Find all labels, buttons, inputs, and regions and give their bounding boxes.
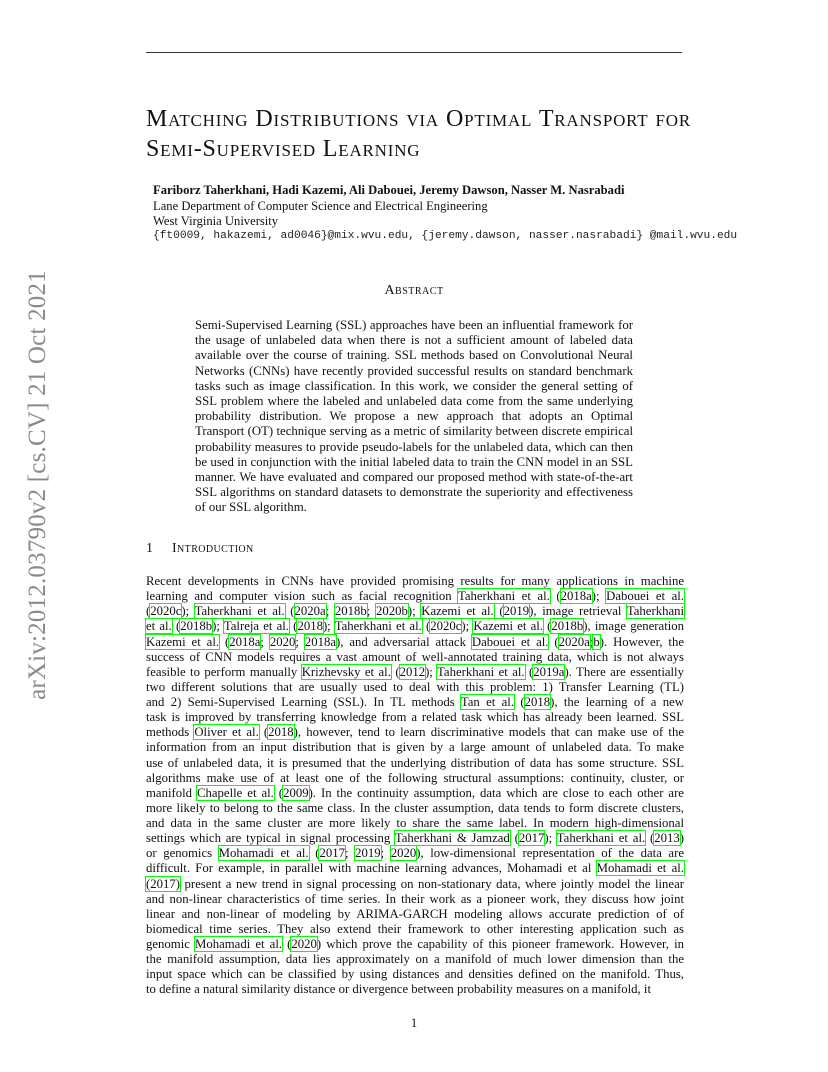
text-run: ( [273, 785, 284, 800]
text-run: ( [509, 831, 519, 846]
text-run: ). However, the [599, 634, 684, 649]
citation-link[interactable]: 2018a [304, 634, 337, 649]
citation-link[interactable]: Kazemi et al. [421, 604, 494, 619]
text-run: linear and non-linear of modeling by ARIMA-GARCH modeling allows accurate prediction of of [146, 906, 684, 921]
text-run: ); [425, 664, 438, 679]
text-run: ), however, tend to learn discriminative models that can make use of the [293, 725, 684, 740]
author-emails: {ft0009, hakazemi, ad0046}@mix.wvu.edu, {jeremy.dawson, nasser.nasrabadi} @mail.wvu.edu [153, 230, 738, 242]
citation-link[interactable]: et al. [146, 619, 172, 634]
text-run: ( [258, 725, 269, 740]
citation-link[interactable]: Mohamadi et al. [195, 937, 283, 951]
text-run: ). In the continuity assumption, data which are close to each other are [308, 785, 684, 800]
citation-link[interactable]: Mohamadi et al. [596, 861, 684, 876]
text-line [146, 589, 684, 604]
text-run: ); [591, 589, 607, 604]
text-line [146, 635, 684, 650]
text-run: and 2) Semi-Supervised Learning (SSL). In TL methods [146, 695, 461, 709]
citation-link[interactable]: 2017 [518, 831, 545, 846]
text-run: ; [366, 604, 376, 619]
citation-link[interactable]: 2020a [294, 604, 326, 619]
text-run: ; [589, 634, 594, 649]
citation-link[interactable]: Taherkhani et al. [194, 604, 285, 619]
text-run: ), image generation [583, 619, 685, 634]
citation-link[interactable]: 2020 [390, 846, 417, 861]
text-run: ( [645, 831, 655, 846]
citation-link[interactable]: 2009 [283, 785, 309, 800]
arxiv-sidebar-stamp [18, 270, 58, 700]
text-line [146, 967, 684, 982]
citation-link[interactable]: 2019 [355, 846, 381, 861]
text-run: present a new trend in signal processing on non-stationary data, where jointly model the linear [180, 876, 684, 891]
citation-link[interactable]: Taherkhani et al. [556, 831, 646, 846]
page-number: 1 [410, 1016, 418, 1030]
citation-link[interactable]: 2018 [297, 619, 323, 634]
abstract-text: Semi-Supervised Learning (SSL) approaches have been an influential framework for the usage of unlabeled data when there is not a sufficient amount of labeled data available over the course of training. SSL methods based on Convolutional Neural Networks (CNNs) have recently provided successful results on standard benchmark tasks such as image classification. In this work, we consider the general setting of SSL problem where the labeled and unlabeled data come from the same underlying probability distribution. We propose a new approach that adopts an Optimal Transport (OT) technique serving as a metric of similarity between discrete empirical probability measures to provide pseudo-labels for the unlabeled data, which can then be used in conjunction with the initial labeled data to train the CNN model in an SSL manner. We have evaluated and compared our proposed method with state-of-the-art SSL algorithms on standard datasets to demonstrate the superiority and effectiveness of our SSL algorithm. [195, 318, 633, 515]
text-line [146, 982, 684, 997]
text-run: ), the learning of a new [550, 695, 684, 709]
text-run: ( [524, 664, 534, 679]
text-run: task is improved by transferring knowledge from a related task which has already been learned. SSL [146, 710, 684, 725]
citation-link[interactable]: Taherkhani et al. [457, 589, 550, 604]
text-run: and non-linear characteristics of time series. In their work as a pioneer work, they discuss how joint [146, 891, 684, 906]
text-line [146, 695, 684, 710]
citation-link[interactable]: Oliver et al. [194, 725, 259, 740]
introduction-body [146, 574, 684, 998]
text-line [146, 650, 684, 665]
citation-link[interactable]: Chapelle et al. [197, 785, 274, 800]
text-run: manifold [146, 785, 197, 800]
citation-link[interactable]: Tan et al. [460, 695, 515, 709]
citation-link[interactable]: 2018a [229, 634, 261, 649]
text-run: or genomics [146, 846, 219, 861]
text-run: ( [514, 695, 525, 709]
text-run: ( [219, 634, 230, 649]
citation-link[interactable]: Taherkhani et al. [437, 664, 525, 679]
text-run: ; [260, 634, 270, 649]
author-list: Fariborz Taherkhani, Hadi Kazemi, Ali Dabouei, Jeremy Dawson, Nasser M. Nasrabadi [153, 183, 625, 197]
citation-link[interactable]: Mohamadi et al. [218, 846, 309, 861]
citation-link[interactable]: Dabouei et al. [471, 634, 549, 649]
text-line [146, 619, 684, 634]
text-run: ; [295, 634, 305, 649]
text-run: ; [380, 846, 391, 861]
citation-link[interactable]: 2020c [150, 604, 182, 619]
citation-link[interactable]: Kazemi et al. [473, 619, 543, 634]
text-run: methods [146, 725, 195, 740]
text-run: ( [493, 604, 504, 619]
text-line [146, 665, 684, 680]
text-line [146, 740, 684, 755]
affiliation-university: West Virginia University [153, 214, 279, 228]
text-run: feasible to perform manually [146, 664, 302, 679]
text-line [146, 877, 684, 892]
text-run: ), image retrieval [529, 604, 627, 619]
text-line [146, 604, 684, 619]
citation-link[interactable]: 2012 [399, 664, 426, 679]
citation-link[interactable]: 2018a [560, 589, 592, 604]
text-run: ( [282, 937, 292, 951]
text-run: ( [549, 589, 561, 604]
text-run: two different solutions that are usually used to deal with this problem: 1) Transfer Learning (TL) [146, 679, 684, 694]
citation-link[interactable]: Krizhevsky et al. [301, 664, 391, 679]
text-run: ); [544, 831, 557, 846]
text-run: and data in the same cluster are more likely to share the same label. In modern high-dimensional [146, 816, 684, 830]
text-line [146, 846, 684, 861]
citation-link[interactable]: 2018b [334, 604, 367, 619]
text-run: ); [181, 604, 195, 619]
citation-link[interactable]: 2018 [524, 695, 551, 709]
citation-link[interactable]: 2020a [558, 634, 590, 649]
text-line [146, 771, 684, 786]
text-line [146, 816, 684, 831]
text-run: use of unlabeled data, it is presumed that the underlying distribution of data has some structure. SSL [146, 755, 684, 770]
text-run: ); [322, 619, 335, 634]
text-line [146, 892, 684, 907]
text-run: ) which prove the capability of this pioneer framework. However, in [316, 937, 684, 951]
citation-link[interactable]: 2018b [551, 619, 584, 634]
text-run: ( [390, 664, 400, 679]
text-run: information from an input distribution that is given by a large amount of unlabeled data. To make [146, 740, 684, 755]
affiliation-department: Lane Department of Computer Science and Electrical Engineering [153, 199, 488, 213]
citation-link[interactable]: 2018 [268, 725, 294, 740]
citation-link[interactable]: Kazemi et al. [146, 634, 220, 649]
text-run: more likely to belong to the same class. In the cluster assumption, data tends to form discrete clusters, [146, 800, 684, 815]
text-run: ( [542, 619, 552, 634]
text-run: ) [679, 831, 684, 846]
text-run: ), and adversarial attack [336, 634, 472, 649]
citation-link[interactable]: 2018b [180, 619, 213, 634]
text-line [146, 831, 684, 846]
citation-link[interactable]: 2020c [430, 619, 462, 634]
text-line [146, 680, 684, 695]
citation-link[interactable]: Taherkhani [626, 604, 685, 619]
paper-title: Matching Distributions via Optimal Transport for Semi-Supervised Learning [146, 106, 691, 162]
text-run: ( [548, 634, 559, 649]
text-run: ). There are essentially [564, 664, 684, 679]
text-run: ); [212, 619, 224, 634]
text-line [146, 907, 684, 922]
text-run: Recent developments in CNNs have provided promising results for many applications in machine [146, 574, 684, 588]
section-heading [146, 541, 254, 557]
text-line [146, 710, 684, 725]
text-run: ); [407, 604, 422, 619]
text-run: the manifold assumption, data lies approximately on a manifold of much lower dimension than the [146, 952, 684, 967]
text-line [146, 786, 684, 801]
text-line [146, 952, 684, 967]
section-number: 1 [146, 541, 153, 556]
citation-link[interactable]: 2019a [533, 664, 565, 679]
abstract-heading: Abstract [384, 283, 444, 298]
text-line [146, 574, 684, 589]
text-run: ( [308, 846, 320, 861]
text-line [146, 801, 684, 816]
text-run: input space which can be classified by using distances and densities defined on the manifold. Thus, [146, 967, 684, 982]
citation-link[interactable]: Dabouei et al. [606, 589, 684, 604]
text-run: ( [289, 619, 298, 634]
text-run: algorithms make use of at least one of the following structural assumptions: continuity, cluster, or [146, 770, 684, 785]
text-run: ; [325, 604, 335, 619]
text-run: ( [284, 604, 295, 619]
text-run: difficult. For example, in parallel with machine learning advances, Mohamadi et al [146, 861, 597, 876]
text-run: ); [461, 619, 474, 634]
citation-link[interactable]: 2020 [291, 937, 317, 951]
text-run: biomedical time series. They also extend their framework to other interesting application such as [146, 921, 684, 936]
citation-link[interactable]: 2017 [319, 846, 345, 861]
text-run: success of CNN models requires a vast amount of well-annotated training data, which is not always [146, 649, 684, 664]
section-title: Introduction [172, 541, 254, 556]
text-run: to define a natural similarity distance or divergence between probability measures on a manifold, it [146, 982, 651, 997]
text-run: ; [344, 846, 356, 861]
citation-link[interactable]: 2013 [654, 831, 680, 846]
text-line [146, 861, 684, 876]
text-run: ( [171, 619, 181, 634]
citation-link[interactable]: Talreja et al. [223, 619, 289, 634]
text-run: ( [146, 604, 151, 619]
text-run: ( [421, 619, 431, 634]
citation-link[interactable]: 2020 [269, 634, 296, 649]
arxiv-id: arXiv:2012.03790v2 [cs.CV] 21 Oct 2021 [24, 270, 51, 700]
top-rule [146, 52, 682, 53]
citation-link[interactable]: 2020b [375, 604, 408, 619]
citation-link[interactable]: b [593, 634, 600, 649]
text-line [146, 937, 684, 952]
text-line [146, 756, 684, 771]
citation-link[interactable]: Taherkhani et al. [334, 619, 422, 634]
text-line [146, 922, 684, 937]
text-run: learning and computer vision such as facial recognition [146, 589, 458, 604]
text-run: ), low-dimensional representation of the data are [416, 846, 684, 861]
text-run: genomic [146, 937, 196, 951]
citation-link[interactable]: Taherkhani & Jamzad [394, 831, 510, 846]
text-line [146, 725, 684, 740]
citation-link[interactable]: (2017) [146, 876, 180, 891]
citation-link[interactable]: 2019 [503, 604, 530, 619]
text-run: settings which are typical in signal processing [146, 831, 395, 846]
